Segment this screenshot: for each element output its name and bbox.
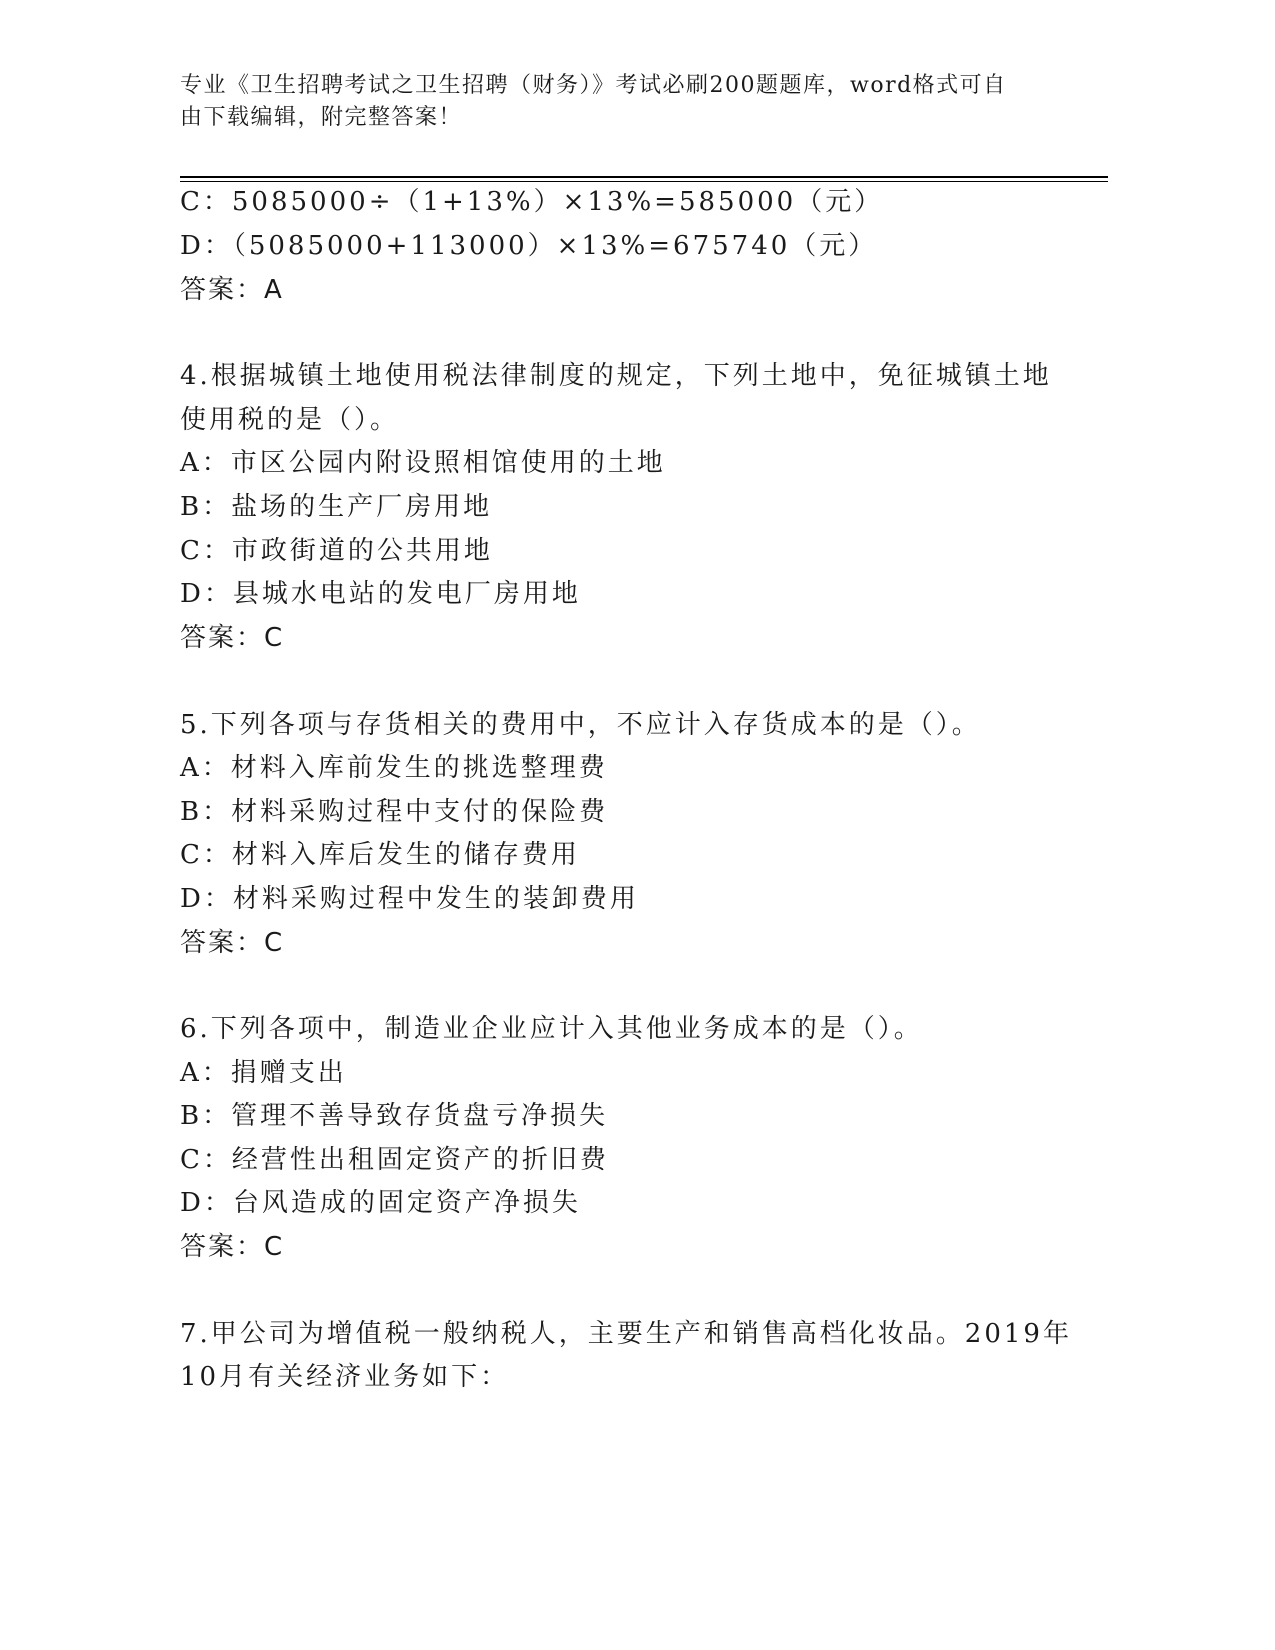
question-7-stem-line-1: 7.甲公司为增值税一般纳税人，主要生产和销售高档化妆品。2019年 [180,1319,1072,1349]
option-c: C：5085000÷（1+13%）×13%=585000（元） [180,187,884,217]
document-header [180,70,1060,134]
header-divider-thin [180,181,1108,182]
question-4-option-c: C：市政街道的公共用地 [180,536,493,566]
question-6-option-d: D：台风造成的固定资产净损失 [180,1188,581,1218]
question-5-option-c: C：材料入库后发生的储存费用 [180,840,580,870]
header-divider-thick [180,176,1108,178]
question-4-option-a: A：市区公园内附设照相馆使用的土地 [180,448,666,478]
question-7-stem-line-2: 10月有关经济业务如下： [180,1362,510,1392]
question-4-option-b: B：盐场的生产厂房用地 [180,492,493,522]
header-line-1: 专业《卫生招聘考试之卫生招聘（财务）》考试必刷200题题库，word格式可自 [180,73,1007,98]
question-5-stem-line-1: 5.下列各项与存货相关的费用中，不应计入存货成本的是（）。 [180,710,981,740]
question-4-stem-line-1: 4.根据城镇土地使用税法律制度的规定，下列土地中，免征城镇土地 [180,361,1052,391]
question-5-option-b: B：材料采购过程中支付的保险费 [180,797,609,827]
question-5-option-d: D：材料采购过程中发生的装卸费用 [180,884,639,914]
answer: 答案：A [180,275,284,305]
question-6-option-b: B：管理不善导致存货盘亏净损失 [180,1101,609,1131]
question-4-stem-line-2: 使用税的是（）。 [180,405,400,435]
question-6-option-a: A：捐赠支出 [180,1058,347,1088]
question-4-option-d: D：县城水电站的发电厂房用地 [180,579,581,609]
question-4-answer: 答案：C [180,623,285,653]
option-d: D：（5085000+113000）×13%=675740（元） [180,231,878,261]
question-6-stem-line-1: 6.下列各项中，制造业企业应计入其他业务成本的是（）。 [180,1014,923,1044]
header-line-2: 由下载编辑，附完整答案！ [180,105,463,130]
question-6-option-c: C：经营性出租固定资产的折旧费 [180,1145,609,1175]
question-5-answer: 答案：C [180,928,285,958]
question-6-answer: 答案：C [180,1232,285,1262]
question-5-option-a: A：材料入库前发生的挑选整理费 [180,753,608,783]
